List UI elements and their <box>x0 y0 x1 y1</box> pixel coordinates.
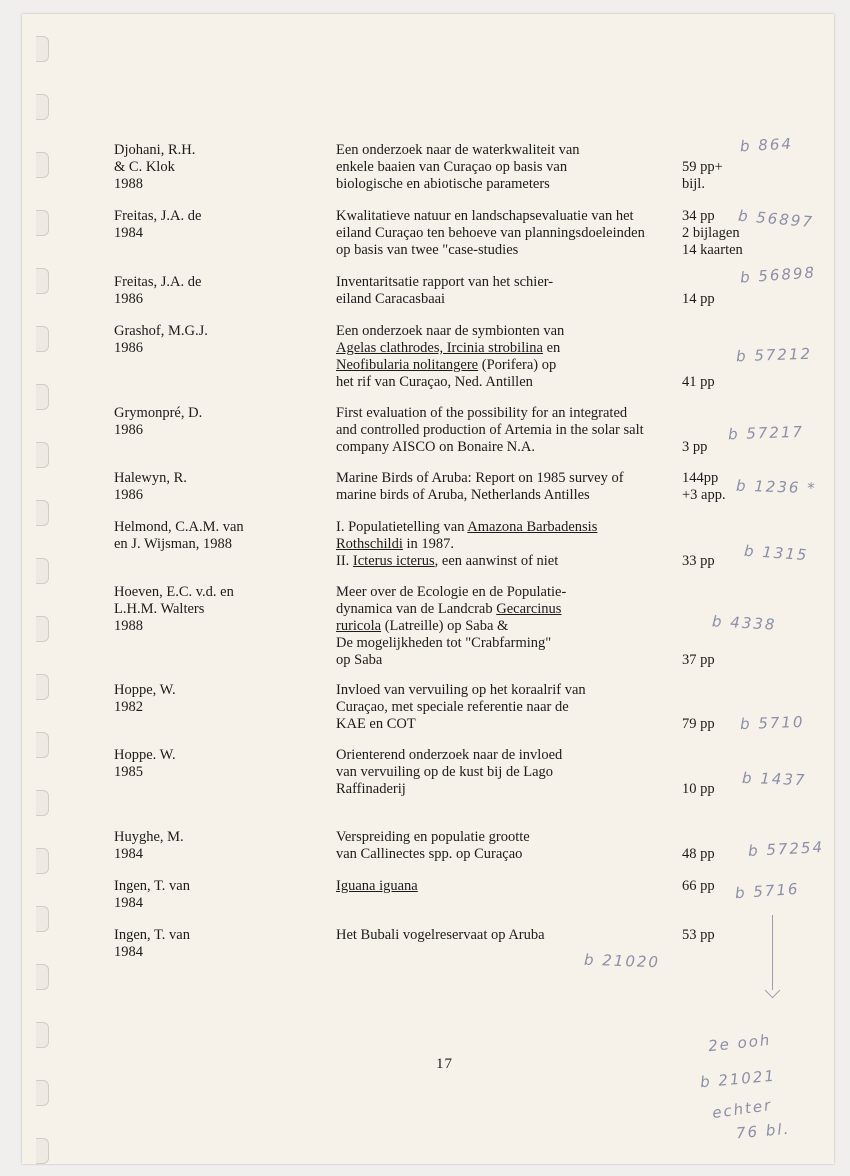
handwritten-catalog-note: b 1236 * <box>735 476 818 498</box>
entry-author <box>114 747 176 781</box>
entry-author <box>114 208 201 242</box>
title-text: De mogelijkheden tot "Crabfarming" <box>336 635 552 651</box>
title-text: company AISCO on Bonaire N.A. <box>336 439 535 455</box>
title-line <box>336 357 681 374</box>
title-line <box>336 291 681 308</box>
binding-hole <box>36 906 49 932</box>
title-text: (Latreille) op Saba & <box>381 618 509 634</box>
binding-hole <box>36 268 49 294</box>
entry-author <box>114 142 195 193</box>
title-text: Kwalitatieve natuur en landschapsevaluatie van het <box>336 208 634 224</box>
entry-title <box>336 829 681 863</box>
author-line: 1986 <box>114 422 143 438</box>
author-line: L.H.M. Walters <box>114 601 205 617</box>
title-text: Orienterend onderzoek naar de invloed <box>336 747 563 763</box>
author-line: 1986 <box>114 487 143 503</box>
entry-author <box>114 323 208 357</box>
entry-title <box>336 142 681 193</box>
entry-author <box>114 584 234 635</box>
binding-hole <box>36 848 49 874</box>
pages-line: 33 pp <box>682 553 715 569</box>
author-line: Ingen, T. van <box>114 878 190 894</box>
binding-hole <box>36 616 49 642</box>
title-text: Meer over de Ecologie en de Populatie- <box>336 584 567 600</box>
title-line <box>336 405 681 422</box>
author-line: Hoeven, E.C. v.d. en <box>114 584 234 600</box>
author-line: 1984 <box>114 225 143 241</box>
author-line: 1985 <box>114 764 143 780</box>
pages-line: 10 pp <box>682 781 715 797</box>
entry-pages <box>682 927 715 944</box>
title-line <box>336 536 681 553</box>
title-text: van vervuiling op de kust bij de Lago <box>336 764 554 780</box>
title-text: II. <box>336 553 353 569</box>
entry-author <box>114 829 184 863</box>
binding-hole <box>36 1080 49 1106</box>
title-line <box>336 764 681 781</box>
pages-line: +3 app. <box>682 487 726 503</box>
entry-title <box>336 927 681 944</box>
pages-line <box>682 829 715 846</box>
title-text: van Callinectes spp. op Curaçao <box>336 846 523 862</box>
title-line <box>336 274 681 291</box>
title-line <box>336 747 681 764</box>
author-line: en J. Wijsman, 1988 <box>114 536 232 552</box>
entry-title <box>336 208 681 259</box>
pages-line <box>682 682 715 699</box>
pages-line: 14 pp <box>682 291 715 307</box>
author-line: 1982 <box>114 699 143 715</box>
pages-line: bijl. <box>682 176 705 192</box>
title-text: I. Populatietelling van <box>336 519 468 535</box>
pages-line <box>682 584 715 601</box>
underlined-species-name: Iguana iguana <box>336 878 418 894</box>
title-line <box>336 584 681 601</box>
title-line <box>336 716 681 733</box>
pages-line: 53 pp <box>682 927 715 943</box>
pages-line <box>682 601 715 618</box>
binding-hole <box>36 94 49 120</box>
author-line: 1984 <box>114 944 143 960</box>
pages-line: 66 pp <box>682 878 715 894</box>
pages-line <box>682 764 715 781</box>
author-line: Djohani, R.H. <box>114 142 196 158</box>
entry-title <box>336 747 681 798</box>
title-text: marine birds of Aruba, Netherlands Antilles <box>336 487 590 503</box>
title-text: KAE en COT <box>336 716 416 732</box>
title-text: het rif van Curaçao, Ned. Antillen <box>336 374 533 390</box>
entry-author <box>114 405 202 439</box>
pages-line: 48 pp <box>682 846 715 862</box>
document-page <box>22 14 834 1164</box>
title-line <box>336 927 681 944</box>
pages-line: 59 pp+ <box>682 159 723 175</box>
handwritten-bottom-note: 76 bl. <box>735 1119 791 1143</box>
title-line <box>336 470 681 487</box>
underlined-species-name: ruricola <box>336 618 382 634</box>
entry-title <box>336 470 681 504</box>
handwritten-catalog-note: b 56898 <box>739 263 817 287</box>
pages-line <box>682 422 707 439</box>
entry-author <box>114 878 190 912</box>
entry-pages <box>682 323 715 391</box>
title-line <box>336 422 681 439</box>
title-line <box>336 553 681 570</box>
title-text: enkele baaien van Curaçao op basis van <box>336 159 568 175</box>
entry-pages <box>682 274 715 308</box>
title-line <box>336 242 681 259</box>
entry-author <box>114 274 201 308</box>
binding-hole <box>36 152 49 178</box>
binding-hole <box>36 36 49 62</box>
entry-author <box>114 682 176 716</box>
title-line <box>336 652 681 669</box>
title-text: Marine Birds of Aruba: Report on 1985 survey of <box>336 470 624 486</box>
handwritten-bottom-note: 2e ooh <box>707 1030 773 1056</box>
title-text: Een onderzoek naar de waterkwaliteit van <box>336 142 580 158</box>
handwritten-arrow-line <box>772 915 773 990</box>
title-text: op basis van twee "case-studies <box>336 242 519 258</box>
title-line <box>336 374 681 391</box>
handwritten-catalog-note: b 57212 <box>735 344 813 366</box>
title-text: dynamica van de Landcrab <box>336 601 497 617</box>
title-text: , een aanwinst of niet <box>434 553 559 569</box>
title-line <box>336 682 681 699</box>
entry-pages <box>682 878 715 895</box>
title-text: eiland Curaçao ten behoeve van planningsdoeleinden <box>336 225 645 241</box>
title-text: First evaluation of the possibility for an integrated <box>336 405 628 421</box>
underlined-species-name: Agelas clathrodes, Ircinia strobilina <box>336 340 543 356</box>
title-text: biologische en abiotische parameters <box>336 176 550 192</box>
pages-line: 41 pp <box>682 374 715 390</box>
handwritten-catalog-note: b 56897 <box>737 206 815 232</box>
binding-hole <box>36 442 49 468</box>
handwritten-catalog-note: b 1315 <box>743 541 810 565</box>
title-line <box>336 878 681 895</box>
pages-line: 3 pp <box>682 439 708 455</box>
pages-line <box>682 340 715 357</box>
binding-hole <box>36 964 49 990</box>
entry-title <box>336 519 681 570</box>
underlined-species-name: Neofibularia nolitangere <box>336 357 479 373</box>
underlined-species-name: Amazona Barbadensis <box>467 519 598 535</box>
pages-line <box>682 357 715 374</box>
title-line <box>336 142 681 159</box>
title-line <box>336 225 681 242</box>
handwritten-catalog-note: b 21020 <box>583 950 661 972</box>
title-text: Een onderzoek naar de symbionten van <box>336 323 565 339</box>
pages-line <box>682 519 715 536</box>
entry-title <box>336 682 681 733</box>
title-line <box>336 340 681 357</box>
entry-pages <box>682 405 707 456</box>
binding-hole <box>36 1138 49 1164</box>
title-line <box>336 519 681 536</box>
author-line: Freitas, J.A. de <box>114 208 202 224</box>
entry-pages <box>682 519 715 570</box>
entry-pages <box>682 142 723 193</box>
author-line: Grymonpré, D. <box>114 405 203 421</box>
pages-line <box>682 635 715 652</box>
author-line: 1984 <box>114 846 143 862</box>
title-line <box>336 781 681 798</box>
entry-author <box>114 927 190 961</box>
pages-line <box>682 142 723 159</box>
pages-line <box>682 323 715 340</box>
pages-line <box>682 618 715 635</box>
binding-hole <box>36 1022 49 1048</box>
title-line <box>336 846 681 863</box>
title-text: eiland Caracasbaai <box>336 291 446 307</box>
title-text: Invloed van vervuiling op het koraalrif van <box>336 682 586 698</box>
pages-line <box>682 536 715 553</box>
title-line <box>336 601 681 618</box>
handwritten-bottom-note: echter <box>711 1095 774 1123</box>
handwritten-catalog-note: b 5716 <box>734 879 801 903</box>
author-line: 1984 <box>114 895 143 911</box>
title-line <box>336 487 681 504</box>
entry-author <box>114 519 244 553</box>
title-line <box>336 439 681 456</box>
binding-hole <box>36 558 49 584</box>
pages-line: 14 kaarten <box>682 242 743 258</box>
entry-title <box>336 878 681 895</box>
author-line: Grashof, M.G.J. <box>114 323 208 339</box>
title-line <box>336 635 681 652</box>
binding-hole <box>36 326 49 352</box>
handwritten-catalog-note: b 57217 <box>727 422 805 444</box>
entry-pages <box>682 470 726 504</box>
handwritten-catalog-note: b 57254 <box>747 838 825 860</box>
author-line: 1988 <box>114 618 143 634</box>
underlined-species-name: Gecarcinus <box>496 601 562 617</box>
title-line <box>336 176 681 193</box>
author-line: 1986 <box>114 291 143 307</box>
author-line: Ingen, T. van <box>114 927 190 943</box>
pages-line: 34 pp <box>682 208 715 224</box>
entry-title <box>336 274 681 308</box>
binding-hole <box>36 790 49 816</box>
title-text: Inventaritsatie rapport van het schier- <box>336 274 554 290</box>
author-line: Hoppe. W. <box>114 747 176 763</box>
page-number: 17 <box>436 1056 453 1072</box>
author-line: Freitas, J.A. de <box>114 274 202 290</box>
title-text: op Saba <box>336 652 383 668</box>
pages-line <box>682 699 715 716</box>
pages-line: 2 bijlagen <box>682 225 740 241</box>
author-line: 1986 <box>114 340 143 356</box>
title-text: (Porifera) op <box>478 357 557 373</box>
title-line <box>336 699 681 716</box>
entry-pages <box>682 747 715 798</box>
pages-line <box>682 405 707 422</box>
underlined-species-name: Rothschildi <box>336 536 403 552</box>
author-line: Hoppe, W. <box>114 682 176 698</box>
binding-hole <box>36 674 49 700</box>
entry-pages <box>682 584 715 669</box>
handwritten-catalog-note: b 5710 <box>739 712 805 734</box>
binding-hole <box>36 384 49 410</box>
entry-pages <box>682 682 715 733</box>
title-line <box>336 618 681 635</box>
author-line: Huyghe, M. <box>114 829 184 845</box>
entry-pages <box>682 208 743 259</box>
pages-line: 144pp <box>682 470 719 486</box>
title-line <box>336 829 681 846</box>
pages-line <box>682 274 715 291</box>
title-text: and controlled production of Artemia in the solar salt <box>336 422 644 438</box>
title-text: in 1987. <box>402 536 455 552</box>
title-text: Raffinaderij <box>336 781 406 797</box>
binding-hole <box>36 210 49 236</box>
title-text: Het Bubali vogelreservaat op Aruba <box>336 927 545 943</box>
underlined-species-name: Icterus icterus <box>352 553 435 569</box>
handwritten-catalog-note: b 864 <box>739 134 794 156</box>
author-line: Helmond, C.A.M. van <box>114 519 244 535</box>
handwritten-catalog-note: b 1437 <box>741 768 807 790</box>
pages-line: 37 pp <box>682 652 715 668</box>
entry-title <box>336 405 681 456</box>
title-text: Verspreiding en populatie grootte <box>336 829 530 845</box>
binding-hole <box>36 732 49 758</box>
handwritten-catalog-note: b 4338 <box>711 612 777 634</box>
author-line: Halewyn, R. <box>114 470 187 486</box>
title-text: Curaçao, met speciale referentie naar de <box>336 699 569 715</box>
entry-title <box>336 584 681 669</box>
pages-line <box>682 747 715 764</box>
author-line: & C. Klok <box>114 159 175 175</box>
entry-pages <box>682 829 715 863</box>
pages-line: 79 pp <box>682 716 715 732</box>
title-line <box>336 159 681 176</box>
title-line <box>336 208 681 225</box>
binding-hole <box>36 500 49 526</box>
title-line <box>336 323 681 340</box>
author-line: 1988 <box>114 176 143 192</box>
handwritten-bottom-note: b 21021 <box>699 1066 777 1092</box>
entry-title <box>336 323 681 391</box>
title-text: en <box>542 340 561 356</box>
entry-author <box>114 470 187 504</box>
